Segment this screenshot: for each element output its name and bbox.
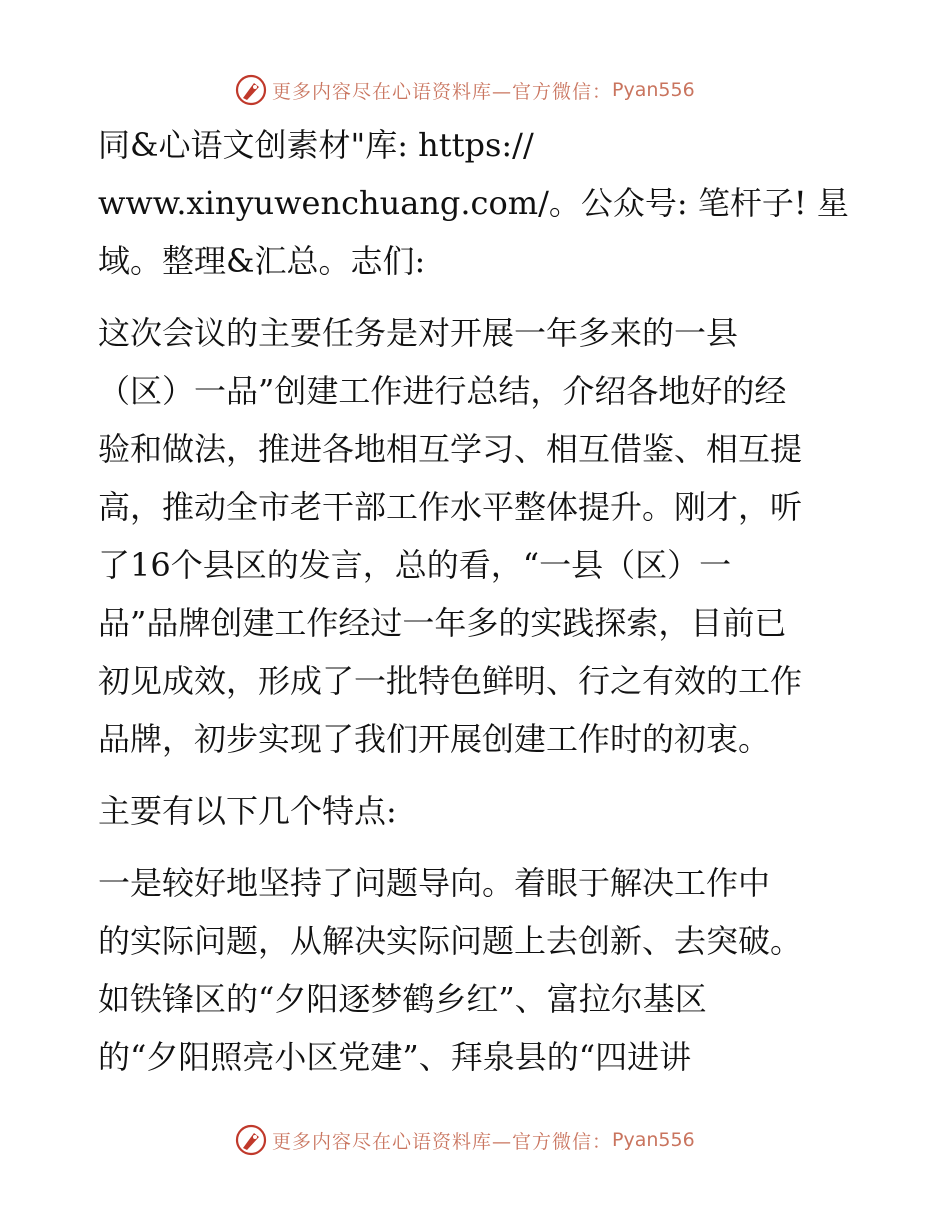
text-line: www.xinyuwenchuang.com/。公众号: 笔杆子! 星 [98,184,849,222]
text-line: 高，推动全市老干部工作水平整体提升。刚才，听 [98,488,803,526]
text-line: 同&心语文创素材"库: https:// [98,126,534,164]
text-line: 一是较好地坚持了问题导向。着眼于解决工作中 [98,864,771,902]
text-line: 验和做法，推进各地相互学习、相互借鉴、相互提 [98,430,803,468]
text-line: 主要有以下几个特点: [98,792,397,830]
wechat-id: Pyan556 [612,1129,695,1151]
banner-text: 更多内容尽在心语资料库—官方微信： [272,80,613,103]
paragraph [98,854,858,1086]
text-line: 初见成效，形成了一批特色鲜明、行之有效的工作 [98,662,803,700]
text-line: 如铁锋区的“夕阳逐梦鹤乡红”、富拉尔基区 [98,980,707,1018]
text-line: 了16个县区的发言，总的看，“一县（区）一 [98,546,732,584]
footer-banner [234,1122,695,1158]
pen-nib-logo-icon [234,73,268,107]
text-line: 的“夕阳照亮小区党建”、拜泉县的“四进讲 [98,1038,692,1076]
wechat-id: Pyan556 [612,79,695,101]
paragraph [98,782,858,840]
text-line: 品牌，初步实现了我们开展创建工作时的初衷。 [98,720,771,758]
paragraph [98,116,858,290]
text-line: 品”品牌创建工作经过一年多的实践探索，目前已 [98,604,787,642]
text-line: （区）一品”创建工作进行总结，介绍各地好的经 [98,372,787,410]
banner-text: 更多内容尽在心语资料库—官方微信： [272,1130,613,1153]
pen-nib-logo-icon [234,1123,268,1157]
text-line: 域。整理&汇总。志们: [98,242,426,280]
paragraph [98,304,858,768]
header-banner [234,72,695,108]
text-line: 的实际问题，从解决实际问题上去创新、去突破。 [98,922,803,960]
document-body [98,116,858,1100]
text-line: 这次会议的主要任务是对开展一年多来的一县 [98,314,739,352]
